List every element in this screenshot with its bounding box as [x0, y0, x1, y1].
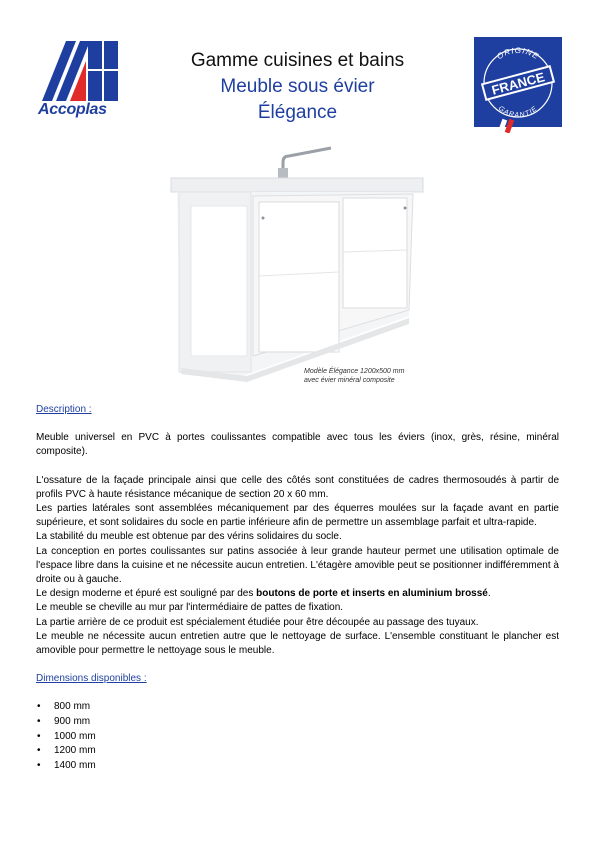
caption-line-model: Modèle Élégance 1200x500 mm [304, 368, 405, 375]
description-paragraph: Le meuble ne nécessite aucun entretien autre que le nettoyage de surface. L'ensemble constituant le plancher est amovible pour permettre le nettoyage sous le meuble. [36, 630, 559, 657]
bullet-icon: • [37, 701, 41, 713]
logo-text: Accoplas [38, 101, 107, 118]
dimension-value: 1400 mm [54, 759, 96, 771]
badge-bottom-text: GARANTIE [496, 105, 540, 120]
page-header [140, 48, 455, 126]
description-paragraph: Les parties latérales sont assemblées mécaniquement par des équerres moulées sur la façade avant en partie supérieure, et sont solidaires du socle en partie inférieure afin de permettre un assemblage parfait et ultra-rapide. [36, 503, 559, 529]
product-photo [165, 140, 430, 390]
caption-line-sink: avec évier minéral composite [304, 377, 395, 384]
bullet-icon: • [37, 745, 41, 757]
design-text: Le design moderne et épuré est souligné par des [36, 588, 257, 600]
dimensions-list [36, 700, 559, 773]
description-paragraph: La stabilité du meuble est obtenue par des vérins solidaires du socle. [36, 531, 342, 543]
header-product: Meuble sous évier [220, 76, 375, 97]
design-text-end: . [487, 588, 491, 600]
list-item [36, 759, 559, 774]
bullet-icon: • [37, 716, 41, 728]
header-model: Élégance [257, 102, 338, 123]
dimension-value: 800 mm [54, 701, 91, 713]
photo-caption [304, 367, 404, 385]
description-paragraph [36, 587, 559, 601]
dimension-value: 1200 mm [54, 745, 96, 757]
header-range: Gamme cuisines et bains [190, 50, 405, 71]
description-paragraph: Le meuble se cheville au mur par l'intermédiaire de pattes de fixation. [36, 602, 344, 614]
list-item [36, 730, 559, 745]
dimensions-title: Dimensions disponibles : [36, 673, 147, 685]
list-item [36, 744, 559, 759]
description-paragraph: La conception en portes coulissantes sur patins associée à leur grande hauteur permet une utilisation optimale de l'espace libre dans la cuisine et ne nécessite aucun entretien. L'étagère amovible peut se positionner indifféremment à droite ou à gauche. [36, 545, 559, 586]
description-title: Description : [36, 404, 92, 415]
description-paragraph: L'ossature de la façade principale ainsi que celle des côtés sont constituées de cadres thermosoudés à partir de profils PVC à haute résistance mécanique de section 20 x 60 mm. [36, 474, 559, 500]
bullet-icon: • [37, 759, 41, 771]
dimension-value: 1000 mm [54, 730, 96, 742]
description-paragraph: Meuble universel en PVC à portes coulissantes compatible avec tous les éviers (inox, grès, résine, minéral composite). [36, 432, 559, 458]
dimension-value: 900 mm [54, 716, 91, 728]
list-item [36, 700, 559, 715]
badge-top-text: ORIGINE [495, 45, 541, 62]
list-item [36, 715, 559, 730]
description-paragraph: La partie arrière de ce produit est spécialement étudiée pour être découpée au passage des tuyaux. [36, 616, 479, 628]
origine-france-garantie-badge [474, 37, 562, 133]
bullet-icon: • [37, 730, 41, 742]
design-highlight: boutons de porte et inserts en aluminium brossé [256, 588, 488, 600]
description-body [36, 403, 559, 773]
badge-main-text: FRANCE [490, 69, 547, 98]
